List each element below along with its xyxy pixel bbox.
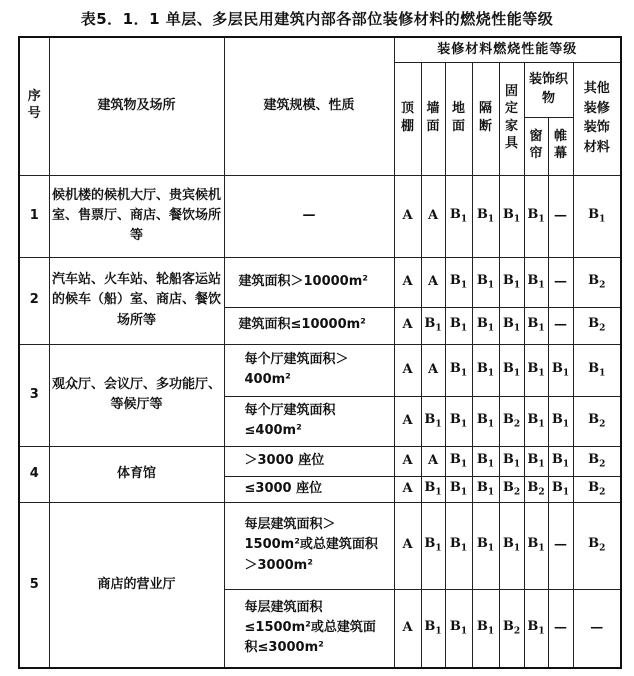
header-floor: 地面	[445, 62, 472, 175]
grade-cell: $B_1$	[573, 344, 621, 396]
grade-cell: A	[394, 476, 421, 502]
grade-cell: $B_1$	[445, 175, 472, 257]
row-index: 3	[19, 344, 49, 446]
grade-cell: $B_1$	[548, 344, 573, 396]
header-furniture: 固定家具	[499, 62, 524, 175]
building-type: 候机楼的候机大厅、贵宾候机室、售票厅、商店、餐饮场所等	[49, 175, 224, 257]
grade-cell: $B_1$	[445, 446, 472, 476]
grade-cell: $B_1$	[524, 175, 548, 257]
grade-cell: $B_1$	[445, 476, 472, 502]
grade-cell: $B_1$	[524, 344, 548, 396]
header-partition: 隔断	[472, 62, 499, 175]
building-scale: 建筑面积＞10000m²	[224, 257, 394, 307]
header-drape: 帷幕	[548, 117, 573, 175]
header-building: 建筑物及场所	[49, 37, 224, 175]
header-index: 序号	[19, 37, 49, 175]
grade-cell: $B_2$	[573, 502, 621, 589]
grade-cell: —	[548, 307, 573, 344]
grade-cell: $B_2$	[573, 307, 621, 344]
grade-cell: $B_2$	[573, 257, 621, 307]
grade-cell: $B_1$	[524, 396, 548, 446]
table-row	[19, 344, 621, 396]
grade-cell: $B_1$	[445, 344, 472, 396]
grade-cell: $B_1$	[421, 502, 445, 589]
grade-cell: A	[394, 589, 421, 668]
grade-cell: $B_1$	[524, 589, 548, 668]
grade-cell: $B_1$	[524, 446, 548, 476]
grade-cell: $B_2$	[499, 476, 524, 502]
building-scale: 每层建筑面积≤1500m²或总建筑面积≤3000m²	[224, 589, 394, 668]
grade-cell: $B_1$	[445, 502, 472, 589]
building-type: 汽车站、火车站、轮船客运站的候车（船）室、商店、餐饮场所等	[49, 257, 224, 344]
grade-cell: $B_1$	[421, 307, 445, 344]
building-scale: 每层建筑面积＞1500m²或总建筑面积＞3000m²	[224, 502, 394, 589]
row-index: 1	[19, 175, 49, 257]
grade-cell: $B_1$	[445, 257, 472, 307]
grade-cell: $B_1$	[499, 502, 524, 589]
table-row	[19, 257, 621, 307]
grade-cell: $B_2$	[499, 589, 524, 668]
grade-cell: $B_1$	[445, 307, 472, 344]
grade-cell: $B_1$	[548, 396, 573, 446]
fire-rating-table	[18, 36, 622, 669]
grade-cell: $B_2$	[524, 476, 548, 502]
grade-cell: $B_1$	[548, 476, 573, 502]
building-scale: —	[224, 175, 394, 257]
grade-cell: $B_2$	[499, 396, 524, 446]
grade-cell: $B_1$	[445, 589, 472, 668]
header-scale: 建筑规模、性质	[224, 37, 394, 175]
grade-cell: $B_1$	[472, 502, 499, 589]
grade-cell: A	[394, 175, 421, 257]
grade-cell: —	[573, 589, 621, 668]
grade-cell: $B_1$	[472, 476, 499, 502]
row-index: 4	[19, 446, 49, 502]
grade-cell: $B_1$	[499, 307, 524, 344]
table-row	[19, 502, 621, 589]
grade-cell: $B_1$	[472, 175, 499, 257]
building-type: 体育馆	[49, 446, 224, 502]
header-ceiling: 顶棚	[394, 62, 421, 175]
grade-cell: A	[421, 344, 445, 396]
row-index: 2	[19, 257, 49, 344]
grade-cell: $B_1$	[472, 589, 499, 668]
building-scale: ≤3000 座位	[224, 476, 394, 502]
building-scale: ＞3000 座位	[224, 446, 394, 476]
grade-cell: $B_1$	[472, 344, 499, 396]
grade-cell: $B_2$	[573, 476, 621, 502]
grade-cell: $B_1$	[472, 396, 499, 446]
grade-cell: $B_2$	[573, 396, 621, 446]
table-row	[19, 175, 621, 257]
table-title: 表5．1．1 单层、多层民用建筑内部各部位装修材料的燃烧性能等级	[80, 10, 554, 28]
grade-cell: $B_1$	[421, 476, 445, 502]
grade-cell: $B_1$	[499, 344, 524, 396]
grade-cell: A	[394, 396, 421, 446]
grade-cell: A	[394, 344, 421, 396]
grade-cell: $B_1$	[499, 257, 524, 307]
grade-cell: $B_1$	[472, 257, 499, 307]
grade-cell: $B_1$	[445, 396, 472, 446]
grade-cell: $B_1$	[499, 446, 524, 476]
grade-cell: —	[548, 257, 573, 307]
row-index: 5	[19, 502, 49, 668]
grade-cell: $B_1$	[524, 502, 548, 589]
building-scale: 每个厅建筑面积＞400m²	[224, 344, 394, 396]
grade-cell: A	[421, 257, 445, 307]
grade-cell: A	[394, 502, 421, 589]
grade-cell: $B_1$	[499, 175, 524, 257]
grade-cell: A	[394, 257, 421, 307]
grade-cell: —	[548, 502, 573, 589]
grade-cell: A	[394, 307, 421, 344]
grade-cell: $B_2$	[573, 446, 621, 476]
building-scale: 每个厅建筑面积≤400m²	[224, 396, 394, 446]
grade-cell: A	[421, 175, 445, 257]
table-row	[19, 446, 621, 476]
building-type: 观众厅、会议厅、多功能厅、等候厅等	[49, 344, 224, 446]
grade-cell: A	[394, 446, 421, 476]
grade-cell: $B_1$	[524, 307, 548, 344]
grade-cell: A	[421, 446, 445, 476]
grade-cell: $B_1$	[421, 396, 445, 446]
grade-cell: —	[548, 175, 573, 257]
header-other: 其他装修装饰材料	[573, 62, 621, 175]
header-grade-group: 装修材料燃烧性能等级	[394, 37, 621, 62]
header-wall: 墙面	[421, 62, 445, 175]
grade-cell: —	[548, 589, 573, 668]
grade-cell: $B_1$	[472, 307, 499, 344]
header-fabric-group: 装饰织物	[524, 62, 573, 117]
building-scale: 建筑面积≤10000m²	[224, 307, 394, 344]
grade-cell: $B_1$	[548, 446, 573, 476]
grade-cell: $B_1$	[421, 589, 445, 668]
grade-cell: $B_1$	[573, 175, 621, 257]
header-curtain: 窗帘	[524, 117, 548, 175]
grade-cell: $B_1$	[524, 257, 548, 307]
building-type: 商店的营业厅	[49, 502, 224, 668]
grade-cell: $B_1$	[472, 446, 499, 476]
